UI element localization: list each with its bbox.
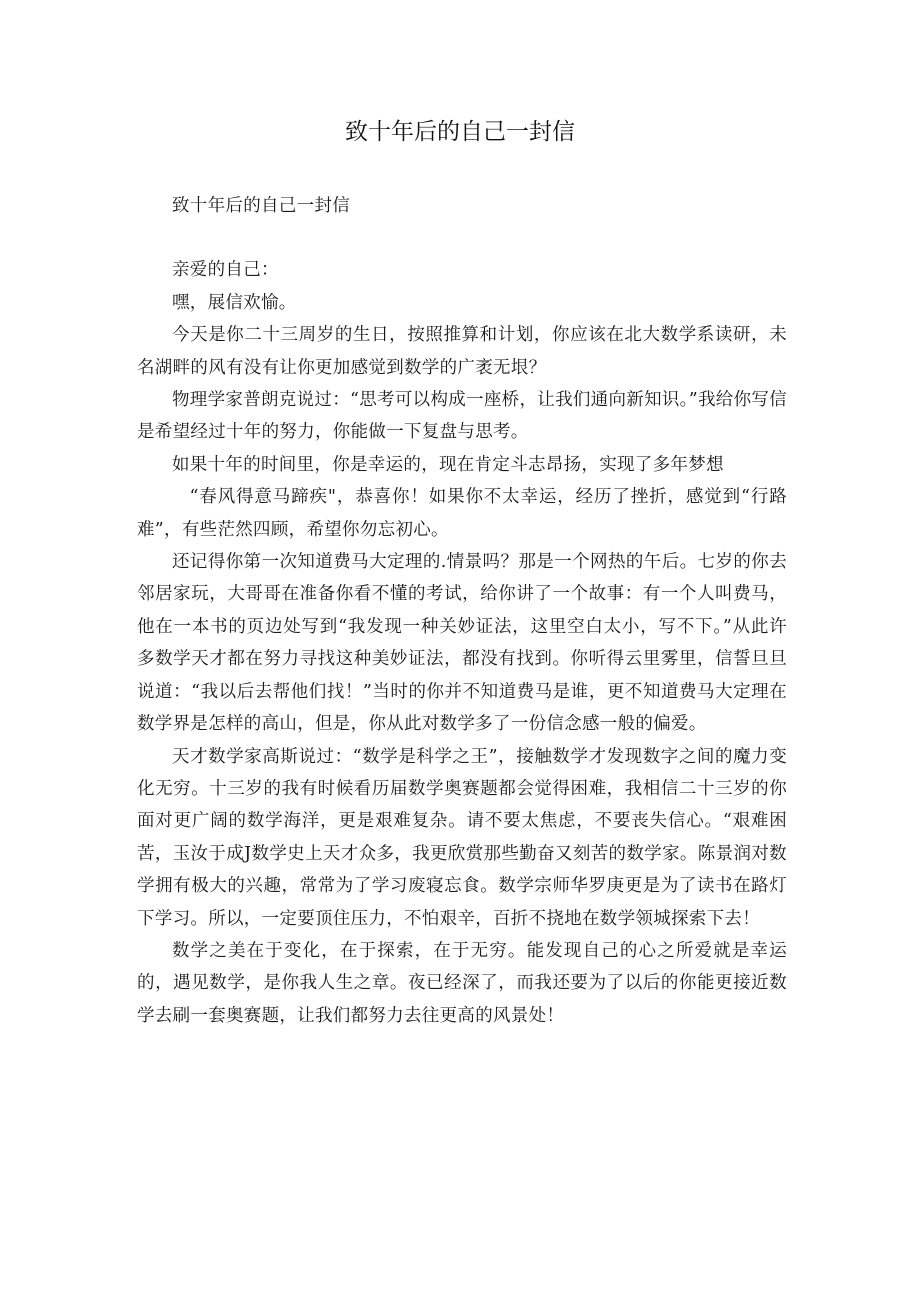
greeting-paragraph: 嘿，展信欢愉。 (172, 292, 297, 313)
document-body (137, 190, 787, 1032)
spring-wind-paragraph: “春风得意马蹄疾"，恭喜你！如果你不太幸运，经历了挫折，感觉到“行路难”，有些茫然四顾，希望你勿忘初心。 (137, 487, 787, 540)
document-title: 致十年后的自己一封信 (345, 119, 575, 145)
gauss-paragraph: 天才数学家高斯说过：“数学是科学之王”，接触数学才发现数字之间的魔力变化无穷。十三岁的我有时候看历届数学奥赛题都会觉得困难，我相信二十三岁的你面对更广阔的数学海洋，更是艰难复杂。请不要太焦虑，不要丧失信心。“艰难困苦，玉汝于成J数学史上天才众多，我更欣赏那些勤奋又刻苦的数学家。陈景润对数学拥有极大的兴趣，常常为了学习废寝忘食。数学宗师华罗庚更是为了读书在路灯下学习。所以，一定要顶住压力，不怕艰辛，百折不挠地在数学领城探索下去！ (137, 746, 787, 929)
dream-paragraph: 如果十年的时间里，你是幸运的，现在肯定斗志昂扬，实现了多年梦想 (172, 454, 724, 475)
fermat-paragraph: 还记得你第一次知道费马大定理的.情景吗？那是一个网热的午后。七岁的你去邻居家玩，大哥哥在准备你看不懂的考试，给你讲了一个故事：有一个人叫费马，他在一本书的页边处写到“我发现一种关妙证法，这里空白太小，写不下。”从此许多数学天才都在努力寻找这种美妙证法，都没有找到。你听得云里雾里，信誓旦旦说道：“我以后去帮他们找！”当时的你并不知道费马是谁，更不知道费马大定理在数学界是怎样的高山，但是，你从此对数学多了一份信念感一般的偏爱。 (137, 552, 787, 735)
closing-paragraph: 数学之美在于变化，在于探索，在于无穷。能发现自己的心之所爱就是幸运的，遇见数学，是你我人生之章。夜已经深了，而我还要为了以后的你能更接近数学去刷一套奥赛题，让我们都努力去往更高的风景处！ (137, 940, 787, 1026)
planck-paragraph: 物理学家普朗克说过：“思考可以构成一座桥，让我们通向新知识。”我给你写信是希望经过十年的努力，你能做一下复盘与思考。 (137, 390, 787, 443)
salutation-paragraph: 亲爱的自己： (172, 260, 279, 281)
subtitle-paragraph: 致十年后的自己一封信 (172, 196, 350, 216)
birthday-paragraph: 今天是你二十三周岁的生日，按照推算和计划，你应该在北大数学系读研，未名湖畔的风有没有让你更加感觉到数学的广袤无垠？ (137, 325, 787, 378)
